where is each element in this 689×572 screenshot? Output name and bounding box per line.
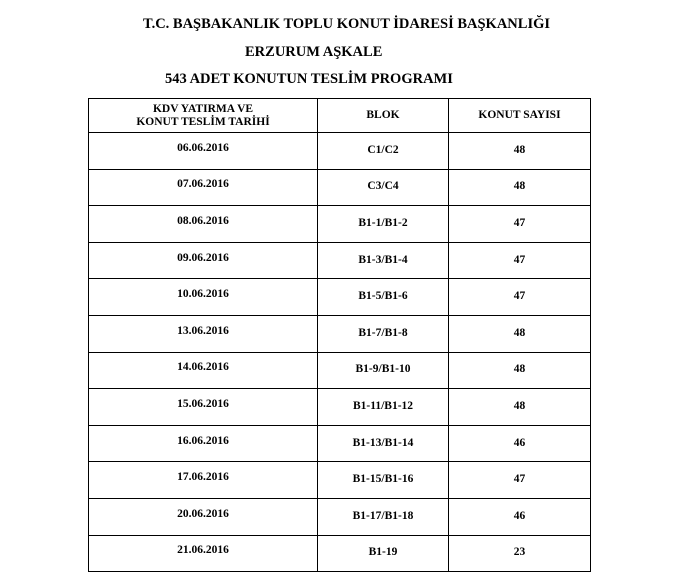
cell-count: 48 (449, 389, 591, 426)
table-row (89, 169, 591, 206)
cell-date: 14.06.2016 (89, 352, 318, 389)
table-row (89, 498, 591, 535)
document-title-location: ERZURUM AŞKALE (245, 44, 383, 60)
cell-date: 10.06.2016 (89, 279, 318, 316)
table-row (89, 279, 591, 316)
column-header-date-line1: KDV YATIRMA VE (152, 102, 254, 115)
cell-count: 48 (449, 315, 591, 352)
table-row (89, 389, 591, 426)
table-row (89, 352, 591, 389)
column-header-count: KONUT SAYISI (449, 99, 591, 133)
table-row (89, 206, 591, 243)
cell-date: 21.06.2016 (89, 535, 318, 572)
column-header-block: BLOK (318, 99, 449, 133)
column-header-date (89, 99, 318, 133)
cell-block: B1-9/B1-10 (318, 352, 449, 389)
table-row (89, 315, 591, 352)
cell-block: B1-13/B1-14 (318, 425, 449, 462)
cell-date: 08.06.2016 (89, 206, 318, 243)
cell-block: B1-7/B1-8 (318, 315, 449, 352)
cell-block: B1-17/B1-18 (318, 498, 449, 535)
cell-date: 13.06.2016 (89, 315, 318, 352)
cell-block: C1/C2 (318, 133, 449, 170)
cell-block: B1-3/B1-4 (318, 242, 449, 279)
cell-count: 46 (449, 425, 591, 462)
document-title-institution: T.C. BAŞBAKANLIK TOPLU KONUT İDARESİ BAŞKANLIĞI (142, 16, 551, 32)
table-row (89, 242, 591, 279)
delivery-schedule-table (88, 98, 591, 572)
cell-block: B1-5/B1-6 (318, 279, 449, 316)
column-header-date-line2: KONUT TESLİM TARİHİ (136, 115, 270, 128)
cell-date: 09.06.2016 (89, 242, 318, 279)
cell-block: C3/C4 (318, 169, 449, 206)
cell-date: 17.06.2016 (89, 462, 318, 499)
table-row (89, 133, 591, 170)
cell-date: 07.06.2016 (89, 169, 318, 206)
cell-block: B1-11/B1-12 (318, 389, 449, 426)
cell-count: 46 (449, 498, 591, 535)
cell-date: 06.06.2016 (89, 133, 318, 170)
cell-block: B1-15/B1-16 (318, 462, 449, 499)
cell-count: 47 (449, 279, 591, 316)
table-row (89, 462, 591, 499)
cell-date: 20.06.2016 (89, 498, 318, 535)
cell-count: 47 (449, 242, 591, 279)
cell-date: 15.06.2016 (89, 389, 318, 426)
cell-count: 48 (449, 352, 591, 389)
document-title-program: 543 ADET KONUTUN TESLİM PROGRAMI (165, 71, 453, 87)
cell-count: 48 (449, 133, 591, 170)
table-header-row (89, 99, 591, 133)
cell-block: B1-1/B1-2 (318, 206, 449, 243)
cell-count: 47 (449, 462, 591, 499)
cell-count: 48 (449, 169, 591, 206)
cell-block: B1-19 (318, 535, 449, 572)
table-row (89, 425, 591, 462)
table-row (89, 535, 591, 572)
cell-count: 47 (449, 206, 591, 243)
cell-date: 16.06.2016 (89, 425, 318, 462)
table-body (89, 133, 591, 572)
cell-count: 23 (449, 535, 591, 572)
